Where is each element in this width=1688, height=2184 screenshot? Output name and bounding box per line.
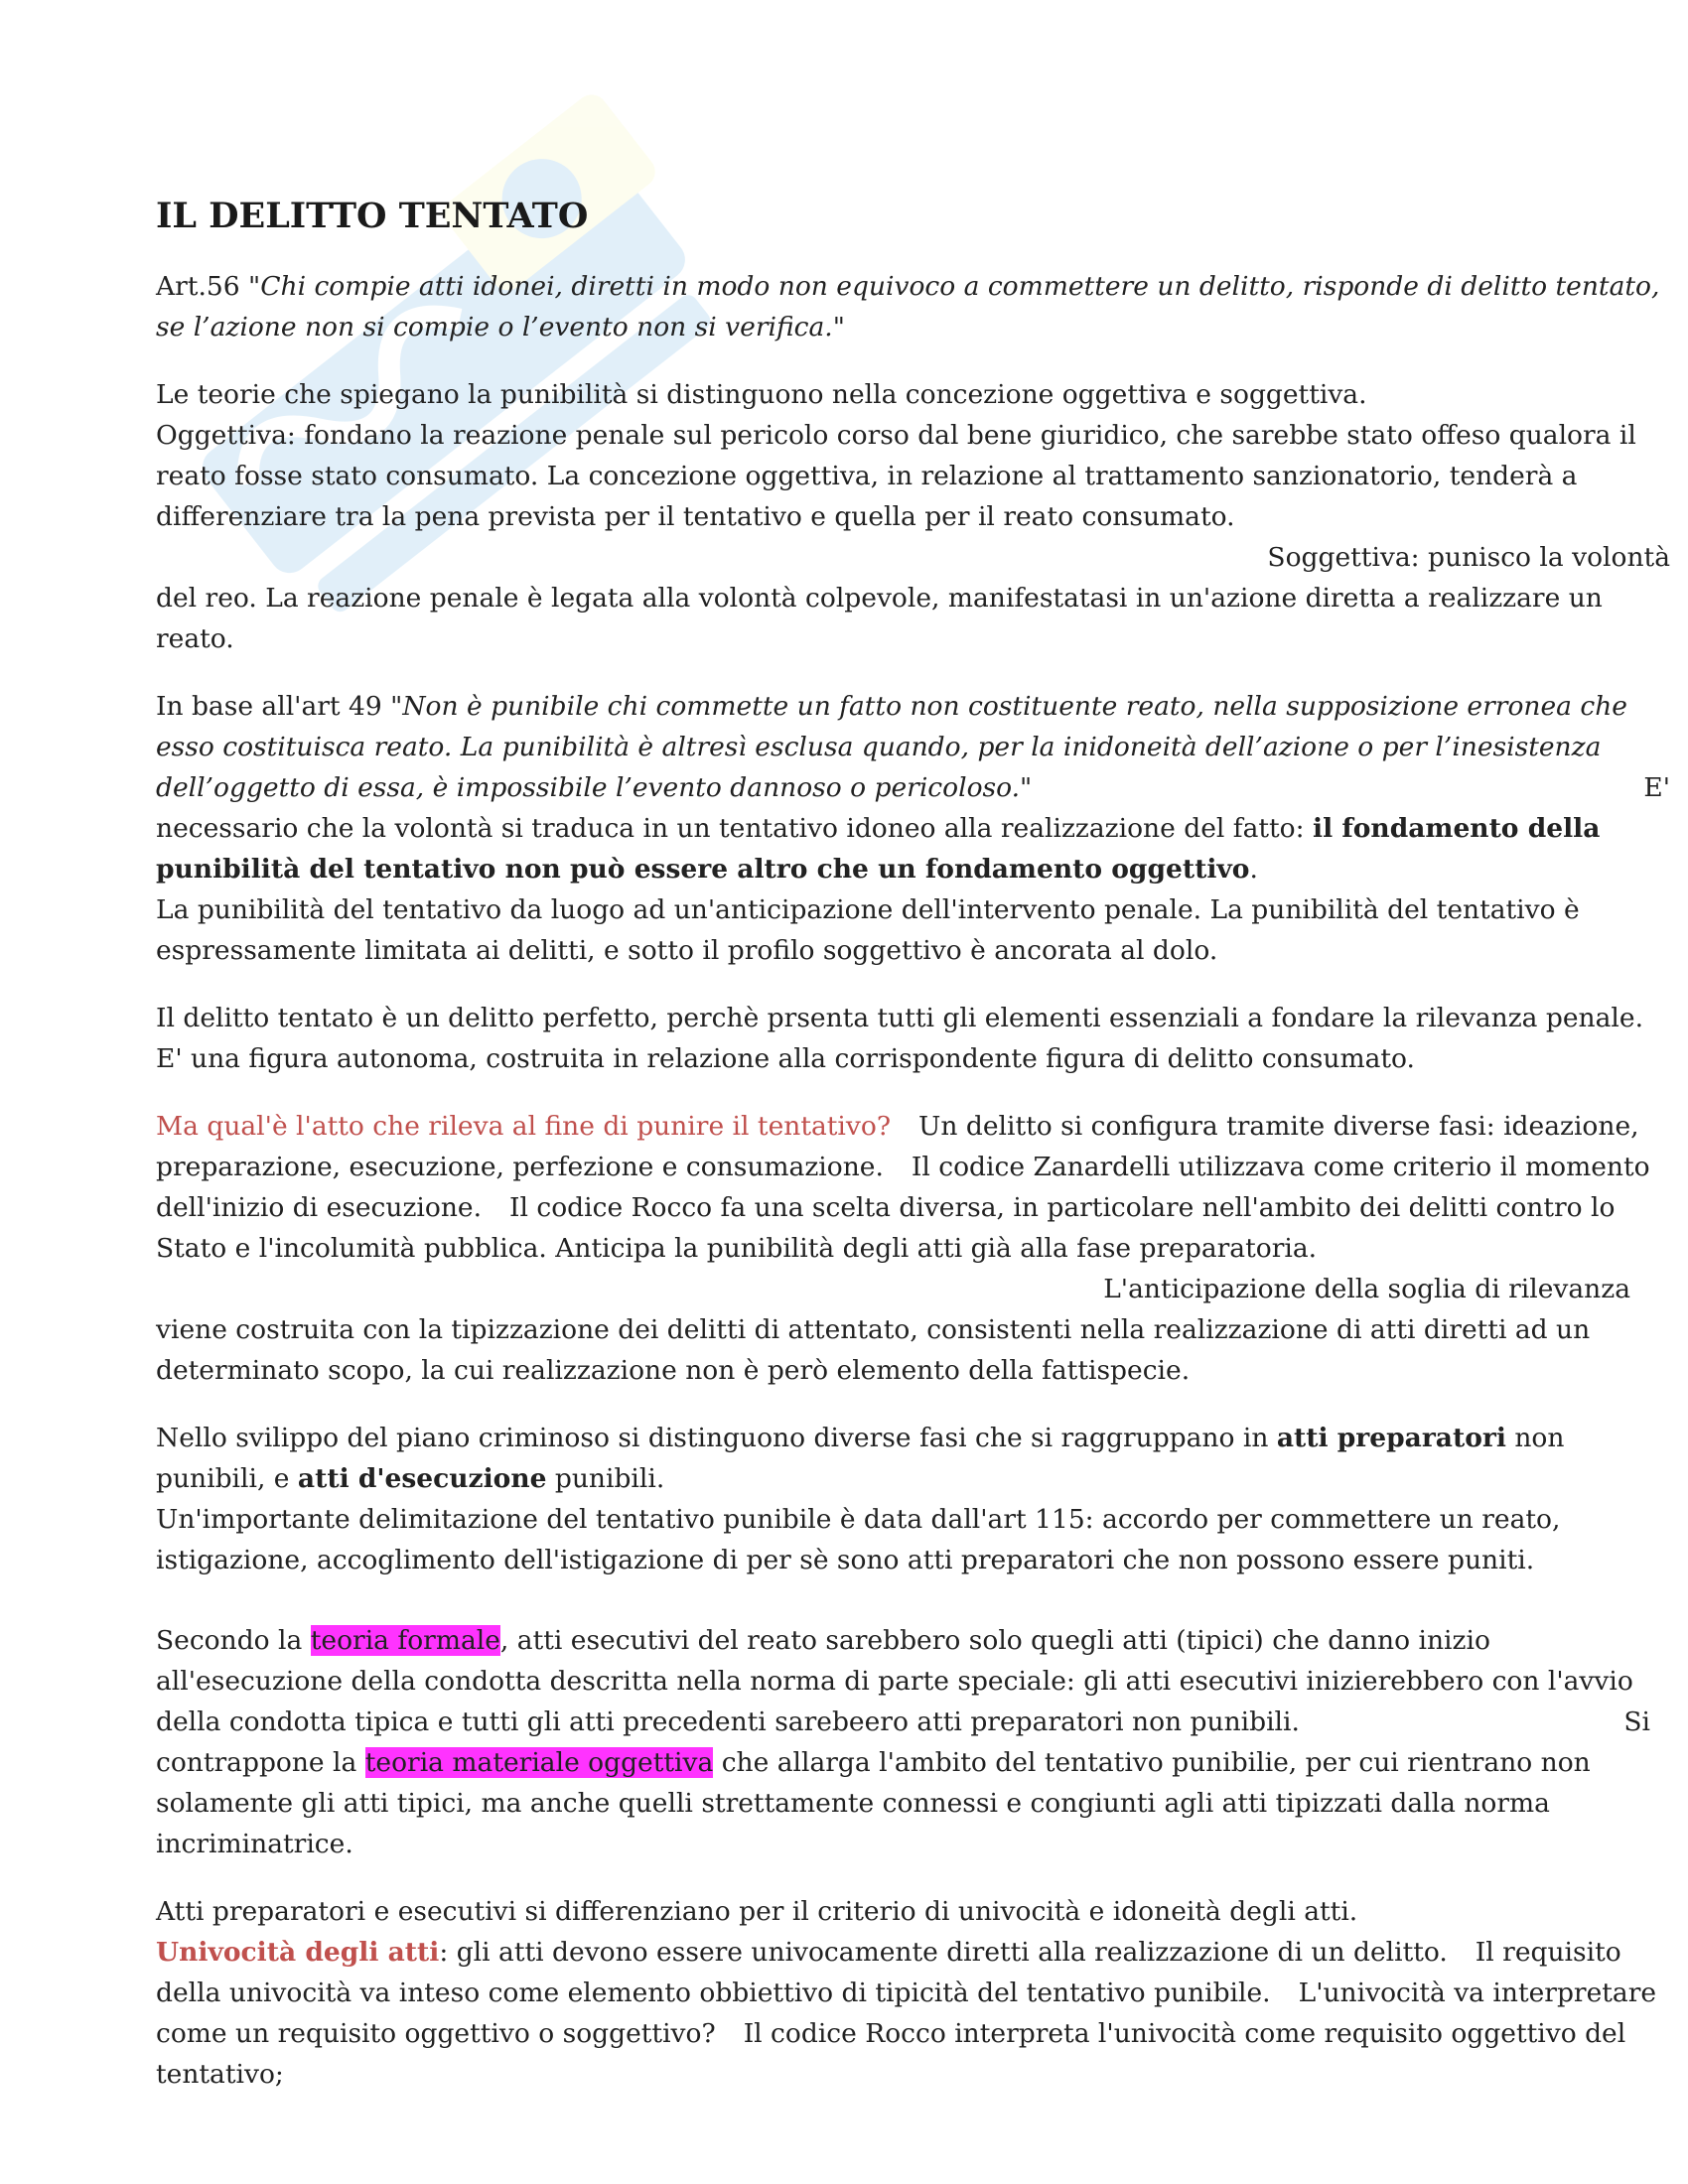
- art49-bold: il fondamento della punibilità del tentativo non può essere altro che un fondamento oggettivo: [156, 813, 1601, 885]
- document-title: IL DELITTO TENTATO: [156, 196, 589, 236]
- si-text: Si: [1623, 1706, 1650, 1737]
- univocita-heading: Univocità degli atti: [156, 1937, 440, 1968]
- art56-quote: "Chi compie atti idonei, diretti in modo non equivoco a commettere un delitto, risponde di delitto tentato, se l’azione non si compie o l’evento non si verifica.": [156, 271, 1660, 342]
- art49-quote: "Non è punibile chi commette un fatto non costituente reato, nella supposizione erronea che esso costituisca reato. La punibilità è altresì esclusa quando, per la inidoneità dell’azione o per l’inesistenza dell’oggetto di essa, è impossibile l’evento dannoso o pericoloso.": [156, 691, 1627, 803]
- phases-text: Un delitto si configura tramite diverse fasi: ideazione, preparazione, esecuzione, perfezione e consumazione.: [156, 1111, 1639, 1182]
- paragraph-atto-rilevante: [156, 1106, 1670, 1391]
- document-page: [156, 189, 1670, 2121]
- objective-theory: Oggettiva: fondano la reazione penale sul pericolo corso dal bene giuridico, che sarebbe stato offeso qualora il reato fosse stato consumato. La concezione oggettiva, in relazione al trattamento sanzionatorio, tenderà a differenziare tra la pena prevista per il tentativo e quella per il reato consumato.: [156, 420, 1636, 532]
- anticipazione-start: L'anticipazione della soglia di rilevanza: [1103, 1274, 1630, 1304]
- theories-intro: Le teorie che spiegano la punibilità si distinguono nella concezione oggettiva e soggettiva.: [156, 379, 1367, 410]
- art49-e: E': [1643, 772, 1670, 803]
- paragraph-art49: In base all'art 49 "Non è punibile chi commette un fatto non costituente reato, nella supposizione erronea che esso costituisca reato. La punibilità è altresì esclusa quando, per la inidoneità dell’azione o per l’inesistenza dell’oggetto di essa, è impossibile l’evento dannoso o pericoloso." E' necessario che la volontà si traduca in un tentativo idoneo alla realizzazione del fatto: il fondamento della punibilità del tentativo non può essere altro che un fondamento oggettivo. La punibilità del tentativo da luogo ad un'anticipazione dell'intervento penale. La punibilità del tentativo è espressamente limitata ai delitti, e sotto il profilo soggettivo è ancorata al dolo.: [156, 686, 1670, 971]
- atti-esecuzione-bold: atti d'esecuzione: [297, 1463, 547, 1494]
- subjective-theory-start: Soggettiva: punisco la volontà: [1267, 542, 1670, 573]
- paragraph-theories: [156, 374, 1670, 659]
- teoria-materiale-highlight: teoria materiale oggettiva: [364, 1747, 714, 1778]
- art49-text: necessario che la volontà si traduca in un tentativo idoneo alla realizzazione del fatto:: [156, 813, 1313, 844]
- paragraph-univocita: Atti preparatori e esecutivi si differenziano per il criterio di univocità e idoneità degli atti. Univocità degli atti: gli atti devono essere univocamente diretti alla realizzazione di un delitto. Il requisito della univocità va inteso come elemento obbiettivo di tipicità del tentativo punibile. L'univocità va interpretare come un requisito oggettivo o soggettivo? Il codice Rocco interpreta l'univocità come requisito oggettivo del tentativo;: [156, 1891, 1670, 2095]
- art49-prefix: In base all'art 49: [156, 691, 391, 722]
- subjective-theory-rest: del reo. La reazione penale è legata alla volontà colpevole, manifestatasi in un'azione diretta a realizzare un reato.: [156, 583, 1603, 654]
- teoria-formale-highlight: teoria formale: [310, 1625, 500, 1656]
- univocita-intro: Atti preparatori e esecutivi si differenziano per il criterio di univocità e idoneità degli atti.: [156, 1896, 1358, 1927]
- atti-preparatori-bold: atti preparatori: [1276, 1423, 1506, 1453]
- anticipazione-rest: viene costruita con la tipizzazione dei delitti di attentato, consistenti nella realizzazione di atti diretti ad un determinato scopo, la cui realizzazione non è però elemento della fattispecie.: [156, 1314, 1591, 1386]
- paragraph-piano-criminoso: Nello svilippo del piano criminoso si distinguono diverse fasi che si raggruppano in atti preparatori non punibili, e atti d'esecuzione punibili. Un'importante delimitazione del tentativo punibile è data dall'art 115: accordo per commettere un reato, istigazione, accoglimento dell'istigazione di per sè sono atti preparatori che non possono essere puniti.: [156, 1418, 1670, 1580]
- paragraph-teorie: Secondo la teoria formale, atti esecutivi del reato sarebbero solo quegli atti (tipici) che danno inizio all'esecuzione della condotta descritta nella norma di parte speciale: gli atti esecutivi inizierebbero con l'avvio della condotta tipica e tutti gli atti precedenti sarebeero atti preparatori non punibili. Si contrappone la teoria materiale oggettiva che allarga l'ambito del tentativo punibilie, per cui rientrano non solamente gli atti tipici, ma anche quelli strettamente connessi e congiunti agli atti tipizzati dalla norma incriminatrice.: [156, 1625, 1650, 1859]
- art49-second: La punibilità del tentativo da luogo ad un'anticipazione dell'intervento penale. La punibilità del tentativo è espressamente limitata ai delitti, e sotto il profilo soggettivo è ancorata al dolo.: [156, 894, 1580, 966]
- rocco-text: Il codice Rocco fa una scelta diversa, in particolare nell'ambito dei delitti contro lo Stato e l'incolumità pubblica. Anticipa la punibilità degli atti già alla fase preparatoria.: [156, 1192, 1616, 1264]
- art115-text: Un'importante delimitazione del tentativo punibile è data dall'art 115: accordo per commettere un reato, istigazione, accoglimento dell'istigazione di per sè sono atti preparatori che non possono essere puniti.: [156, 1504, 1561, 1575]
- zanardelli-text: Il codice Zanardelli utilizzava come criterio il momento dell'inizio di esecuzione.: [156, 1152, 1650, 1223]
- paragraph-art56: [156, 266, 1670, 347]
- paragraph-delitto-perfetto: Il delitto tentato è un delitto perfetto, perchè prsenta tutti gli elementi essenziali a fondare la rilevanza penale. E' una figura autonoma, costruita in relazione alla corrispondente figura di delitto consumato.: [156, 1003, 1644, 1074]
- question-text: Ma qual'è l'atto che rileva al fine di punire il tentativo?: [156, 1111, 892, 1142]
- art56-prefix: Art.56: [156, 271, 249, 302]
